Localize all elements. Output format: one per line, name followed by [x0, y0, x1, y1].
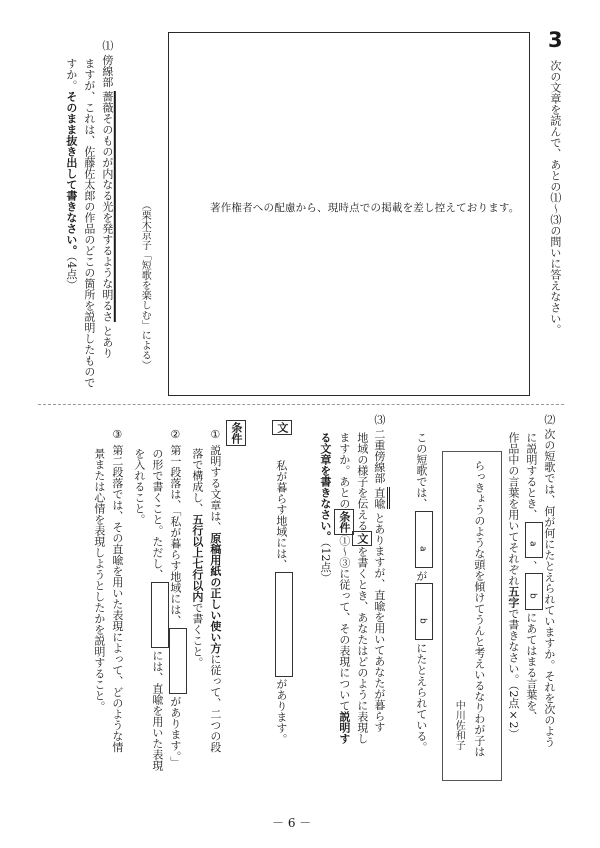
question-instruction: 次の文章を読んで、あとの⑴～⑶の問いに答えなさい。 — [548, 60, 562, 335]
condition-2-text-a: 第一段落は、「私が暮らす地域には、 — [168, 444, 182, 626]
condition-2-blank — [169, 628, 187, 694]
q2-line2 — [522, 432, 543, 722]
conditions-header — [226, 420, 246, 446]
bun-text — [272, 460, 293, 745]
blank-a-box — [525, 522, 543, 558]
blank-a-label: a — [527, 541, 538, 547]
condition-2-line1 — [166, 428, 187, 768]
bun-text-a: 私が暮らす地域には、 — [274, 460, 288, 570]
q3-tag-joken: 条件 — [334, 509, 354, 535]
q3-tag-bun: 文 — [352, 531, 372, 546]
q1-line1-prefix: 傍線部 — [100, 54, 114, 88]
q1-underlined-phrase: 薔薇そのものが内なる光を発するような明るさ — [100, 91, 114, 322]
sentence-blank-a — [415, 511, 433, 568]
blank-b-label: b — [527, 592, 538, 599]
q2-line1 — [540, 414, 558, 748]
condition-2-text-b: があります。」 — [168, 696, 182, 768]
condition-2-line2 — [148, 448, 169, 771]
q3-line1-b: とありますが、直喩を用いてあなたが暮らす — [372, 512, 386, 733]
bun-blank — [275, 572, 293, 677]
q2-label: ⑵ — [542, 414, 556, 425]
q3-line3-bold: 説明す — [337, 711, 351, 744]
q2-line2-b: 、 — [524, 560, 538, 572]
condition-1-text-b: に従って、二つの段 — [208, 653, 222, 753]
q1-line3-prefix: すか。 — [64, 58, 78, 91]
blank-b-box — [525, 573, 543, 609]
q1-line2: ますが、これは、佐藤佐太郎の作品のどこの箇所を説明したもので — [82, 58, 96, 388]
q2-line2-a: に説明するとき、 — [524, 432, 538, 520]
condition-3-line2: 景または心情を表現しようとしたかを説明すること。 — [92, 448, 106, 712]
question-number: 3 — [548, 28, 563, 52]
q2-answer-sentence — [412, 432, 433, 752]
section-separator — [38, 404, 564, 405]
q3-line3-b: ①～③に従って、その表現について — [337, 535, 351, 711]
q2-sentence-a: この短歌では、 — [414, 432, 428, 509]
poem-text: らっきょうのような頭を傾けてうんと考えいるなりわが子は — [472, 460, 486, 757]
q3-line1 — [370, 414, 388, 733]
bun-text-b: があります。 — [274, 678, 288, 745]
condition-1-bold-b: 五行以上七行以内 — [190, 514, 204, 602]
q1-line3-bold: そのまま抜き出して書きなさい。 — [64, 91, 78, 256]
condition-2-number: ② — [168, 428, 182, 441]
q3-line4-bold: る文章を書きなさい。 — [318, 432, 332, 542]
condition-3-number: ③ — [110, 428, 124, 441]
copyright-notice: 著作権者への配慮から、現時点での掲載を差し控えております。 — [210, 202, 520, 214]
condition-2-text-c: の形で書くこと。ただし、 — [150, 448, 164, 580]
q1-line1-suffix: とあり — [100, 325, 114, 359]
condition-2-line3: を入れること。 — [132, 448, 146, 525]
sentence-blank-a-label: a — [417, 545, 428, 552]
q1-line1 — [98, 40, 116, 359]
q3-label: ⑶ — [372, 414, 386, 425]
condition-1-text-d: で書くこと。 — [190, 602, 204, 668]
condition-2-text-d: には、直喩を用いた表現 — [150, 650, 164, 771]
sentence-blank-b — [415, 583, 433, 640]
q3-line3-a: ますか。あとの — [337, 432, 351, 509]
bun-tag: 文 — [272, 420, 292, 435]
condition-3-text-a: 第二段落では、その直喩を用いた表現によって、どのような情 — [110, 444, 124, 753]
q3-line4 — [316, 432, 334, 584]
condition-1-line2 — [188, 448, 206, 668]
condition-1-number: ① — [208, 428, 222, 441]
q2-line3-bold: 五字 — [506, 586, 520, 608]
condition-3-line1 — [108, 428, 126, 753]
q2-line3 — [504, 432, 522, 740]
conditions-tag: 条件 — [226, 420, 246, 446]
q3-points: （12点） — [318, 542, 332, 584]
page-number: － 6 － — [272, 816, 312, 830]
condition-1-bold-a: 原稿用紙の正しい使い方 — [208, 532, 222, 654]
q3-line3 — [334, 432, 354, 744]
q1-points: （4点） — [64, 256, 78, 291]
q3-line2-a: 地域の様子を伝える — [355, 432, 369, 531]
poet-name: 中川佐和子 — [453, 700, 465, 750]
q3-line2 — [352, 432, 372, 744]
condition-1-text-c: 落で構成し、 — [190, 448, 204, 514]
q2-sentence-c: にたとえられている。 — [414, 642, 428, 753]
q2-line3-a: 作品中の言葉を用いてそれぞれ — [506, 432, 520, 586]
condition-1-text-a: 説明する文章は、 — [208, 444, 222, 533]
q3-line1-a: 二重傍線部 — [372, 428, 386, 484]
condition-2-blank-2 — [151, 582, 169, 648]
q2-line2-c: にあてはまる言葉を、 — [524, 611, 538, 722]
condition-1-line1 — [206, 428, 224, 753]
source-attribution — [136, 200, 152, 370]
q3-double-underline: 直喩 — [373, 487, 390, 509]
bun-block — [272, 420, 292, 435]
q2-line1-text: 次の短歌では、何が何にたとえられていますか。それを次のよう — [542, 428, 556, 748]
q2-line3-b: で書きなさい。（2点×2） — [506, 608, 520, 740]
q1-line3 — [62, 58, 80, 291]
sentence-blank-b-label: b — [417, 617, 428, 624]
q1-label: ⑴ — [100, 40, 114, 51]
q2-sentence-b: が — [414, 570, 428, 582]
source-author: （栗木京子「短歌を楽しむ」による） — [139, 200, 151, 370]
q3-line2-b: を書くとき、あなたはどのように表現し — [355, 546, 369, 744]
